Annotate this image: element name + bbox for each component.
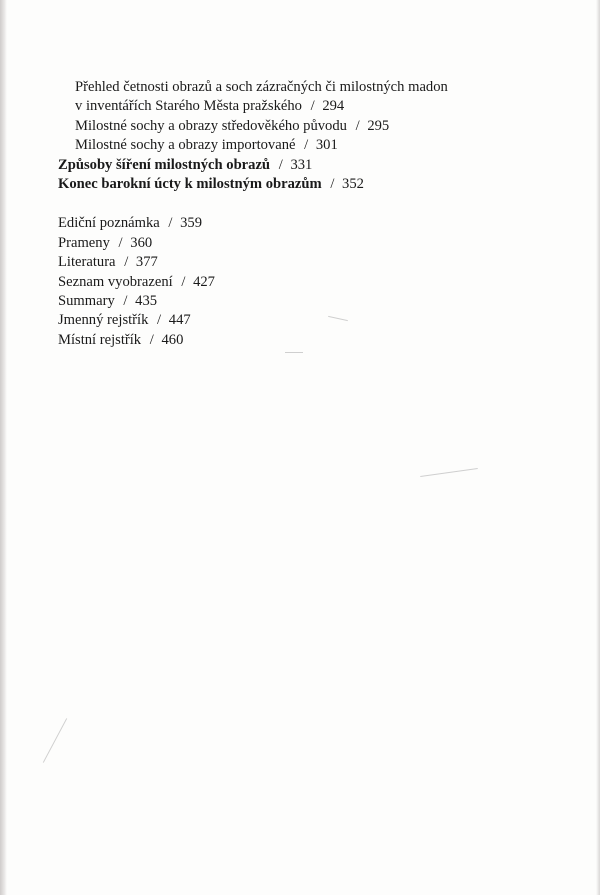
- toc-separator: /: [181, 274, 186, 290]
- toc-appendix-entry: [58, 331, 183, 350]
- toc-page-number: 377: [135, 254, 158, 270]
- toc-chapter-title: Konec barokní úcty k milostným obrazům: [58, 176, 322, 192]
- toc-entry-title: v inventářích Starého Města pražského: [75, 98, 302, 114]
- toc-separator: /: [330, 176, 335, 192]
- toc-page-number: 331: [290, 157, 313, 173]
- toc-page-number: 447: [168, 312, 191, 328]
- toc-entry-title: Jmenný rejstřík: [58, 312, 149, 328]
- toc-page-number: 460: [161, 332, 184, 348]
- toc-separator: /: [123, 293, 128, 309]
- toc-entry-title: Literatura: [58, 254, 116, 270]
- toc-separator: /: [149, 332, 154, 348]
- toc-entry-title: Prameny: [58, 235, 110, 251]
- toc-separator: /: [355, 118, 360, 134]
- toc-appendix-entry: [58, 214, 202, 233]
- toc-chapter: [58, 156, 312, 175]
- toc-separator: /: [157, 312, 162, 328]
- toc-entry-title: Seznam vyobrazení: [58, 274, 173, 290]
- toc-page-number: 295: [367, 118, 390, 134]
- toc-appendix-entry: [58, 253, 158, 272]
- toc-page-number: 301: [315, 137, 338, 153]
- toc-entry-title: Milostné sochy a obrazy importované: [75, 137, 296, 153]
- toc-entry: [75, 136, 338, 155]
- toc-page-number: 359: [180, 215, 202, 231]
- toc-page-number: 294: [322, 98, 345, 114]
- toc-separator: /: [118, 235, 123, 251]
- toc-page-number: 360: [130, 235, 153, 251]
- toc-appendix-entry: [58, 273, 215, 292]
- toc-entry: [75, 78, 448, 97]
- toc-separator: /: [168, 215, 173, 231]
- toc-entry: [75, 97, 344, 116]
- toc-appendix-entry: [58, 292, 157, 311]
- toc-entry-title: Summary: [58, 293, 115, 309]
- toc-appendix-entry: [58, 234, 152, 253]
- toc-chapter: [58, 175, 364, 194]
- toc-entry-title: Přehled četnosti obrazů a soch zázračných či milostných madon: [75, 79, 448, 95]
- toc-entry: [75, 117, 389, 136]
- toc-chapter-title: Způsoby šíření milostných obrazů: [58, 157, 271, 173]
- toc-separator: /: [124, 254, 129, 270]
- toc-page-number: 427: [193, 274, 215, 290]
- toc-entry-title: Milostné sochy a obrazy středověkého původu: [75, 118, 347, 134]
- toc-separator: /: [304, 137, 309, 153]
- toc-separator: /: [310, 98, 315, 114]
- toc-separator: /: [278, 157, 283, 173]
- toc-page-number: 352: [342, 176, 364, 192]
- toc-entry-title: Místní rejstřík: [58, 332, 142, 348]
- toc-appendix-entry: [58, 311, 191, 330]
- toc-page-number: 435: [135, 293, 158, 309]
- toc-entry-title: Ediční poznámka: [58, 215, 160, 231]
